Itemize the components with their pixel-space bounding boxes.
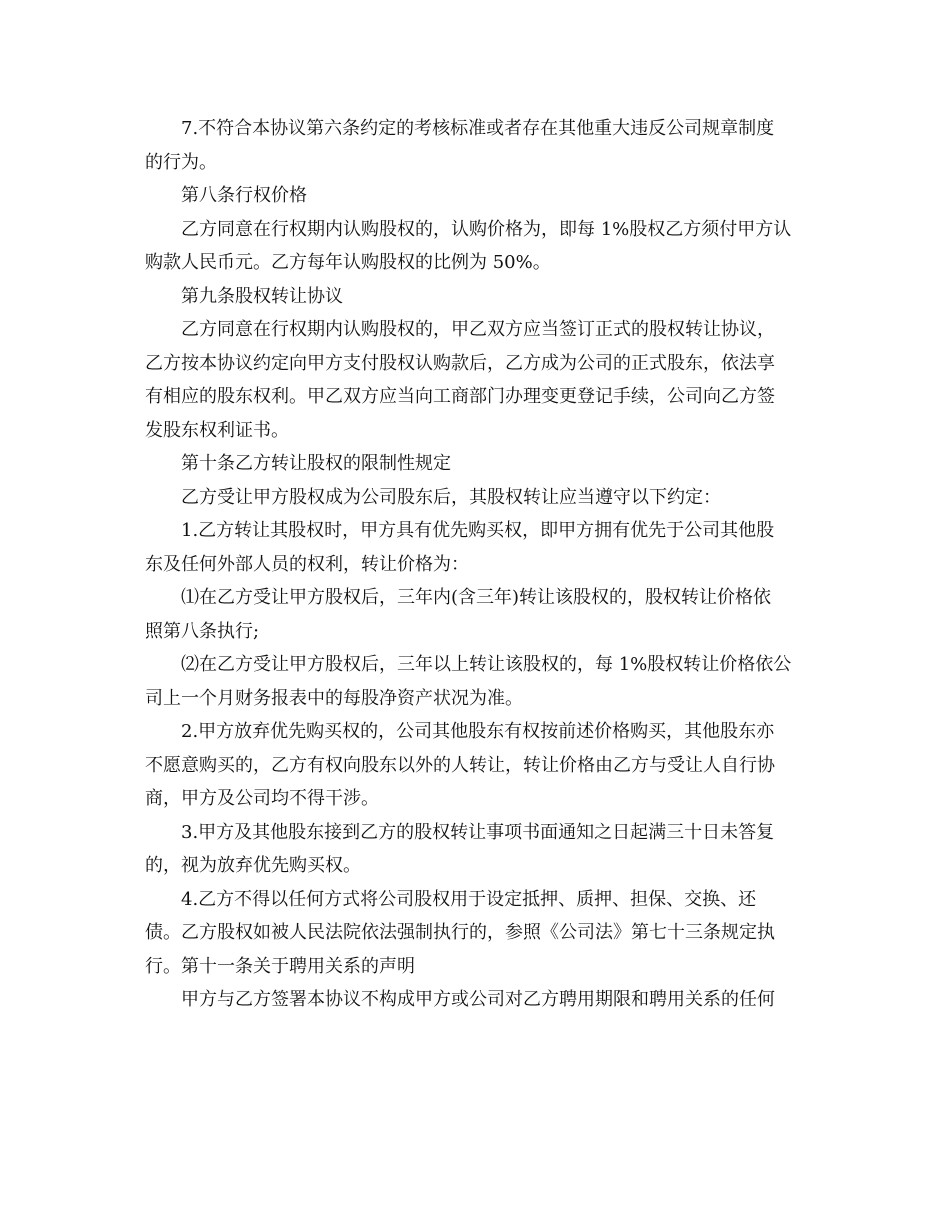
article-10-item-1-sub-1: ⑴在乙方受让甲方股权后，三年内(含三年)转让该股权的，股权转让价格依 照第八条执行;: [145, 587, 772, 642]
article-8-body: 乙方同意在行权期内认购股权的，认购价格为，即每 1%股权乙方须付甲方认 购款人民币元。乙方每年认购股权的比例为 50%。: [145, 218, 792, 273]
article-10-item-4: 4.乙方不得以任何方式将公司股权用于设定抵押、质押、担保、交换、还 债。乙方股权如被人民法院依法强制执行的，参照《公司法》第七十三条规定执 行。第十一条关于聘用关系的声明: [145, 888, 775, 977]
article-10-item-1-sub-2: ⑵在乙方受让甲方股权后，三年以上转让该股权的，每 1%股权转让价格依公 司上一个月财务报表中的每股净资产状况为准。: [145, 654, 792, 709]
clause-7-paragraph: 7.不符合本协议第六条约定的考核标准或者存在其他重大违反公司规章制度 的行为。: [145, 118, 775, 173]
document-page: [145, 112, 805, 1017]
article-9-body: 乙方同意在行权期内认购股权的，甲乙双方应当签订正式的股权转让协议， 乙方按本协议约定向甲方支付股权认购款后，乙方成为公司的正式股东，依法享 有相应的股东权利。甲乙双方应当向工商部门办理变更登记手续，公司向乙方签 发股东权利证书。: [145, 319, 775, 441]
article-8-heading: 第八条行权价格: [181, 185, 307, 206]
article-10-heading: 第十条乙方转让股权的限制性规定: [181, 453, 451, 474]
article-10-item-3: 3.甲方及其他股东接到乙方的股权转让事项书面通知之日起满三十日未答复 的，视为放弃优先购买权。: [145, 821, 775, 876]
article-10-item-1: 1.乙方转让其股权时，甲方具有优先购买权，即甲方拥有优先于公司其他股 东及任何外部人员的权利，转让价格为：: [145, 520, 775, 575]
article-9-heading: 第九条股权转让协议: [181, 285, 343, 307]
article-10-item-2: 2.甲方放弃优先购买权的，公司其他股东有权按前述价格购买，其他股东亦 不愿意购买的，乙方有权向股东以外的人转让，转让价格由乙方与受让人自行协 商，甲方及公司均不得干涉。: [145, 721, 775, 809]
article-10-intro: 乙方受让甲方股权成为公司股东后，其股权转让应当遵守以下约定：: [181, 486, 721, 508]
article-11-body: 甲方与乙方签署本协议不构成甲方或公司对乙方聘用期限和聘用关系的任何: [181, 989, 775, 1010]
